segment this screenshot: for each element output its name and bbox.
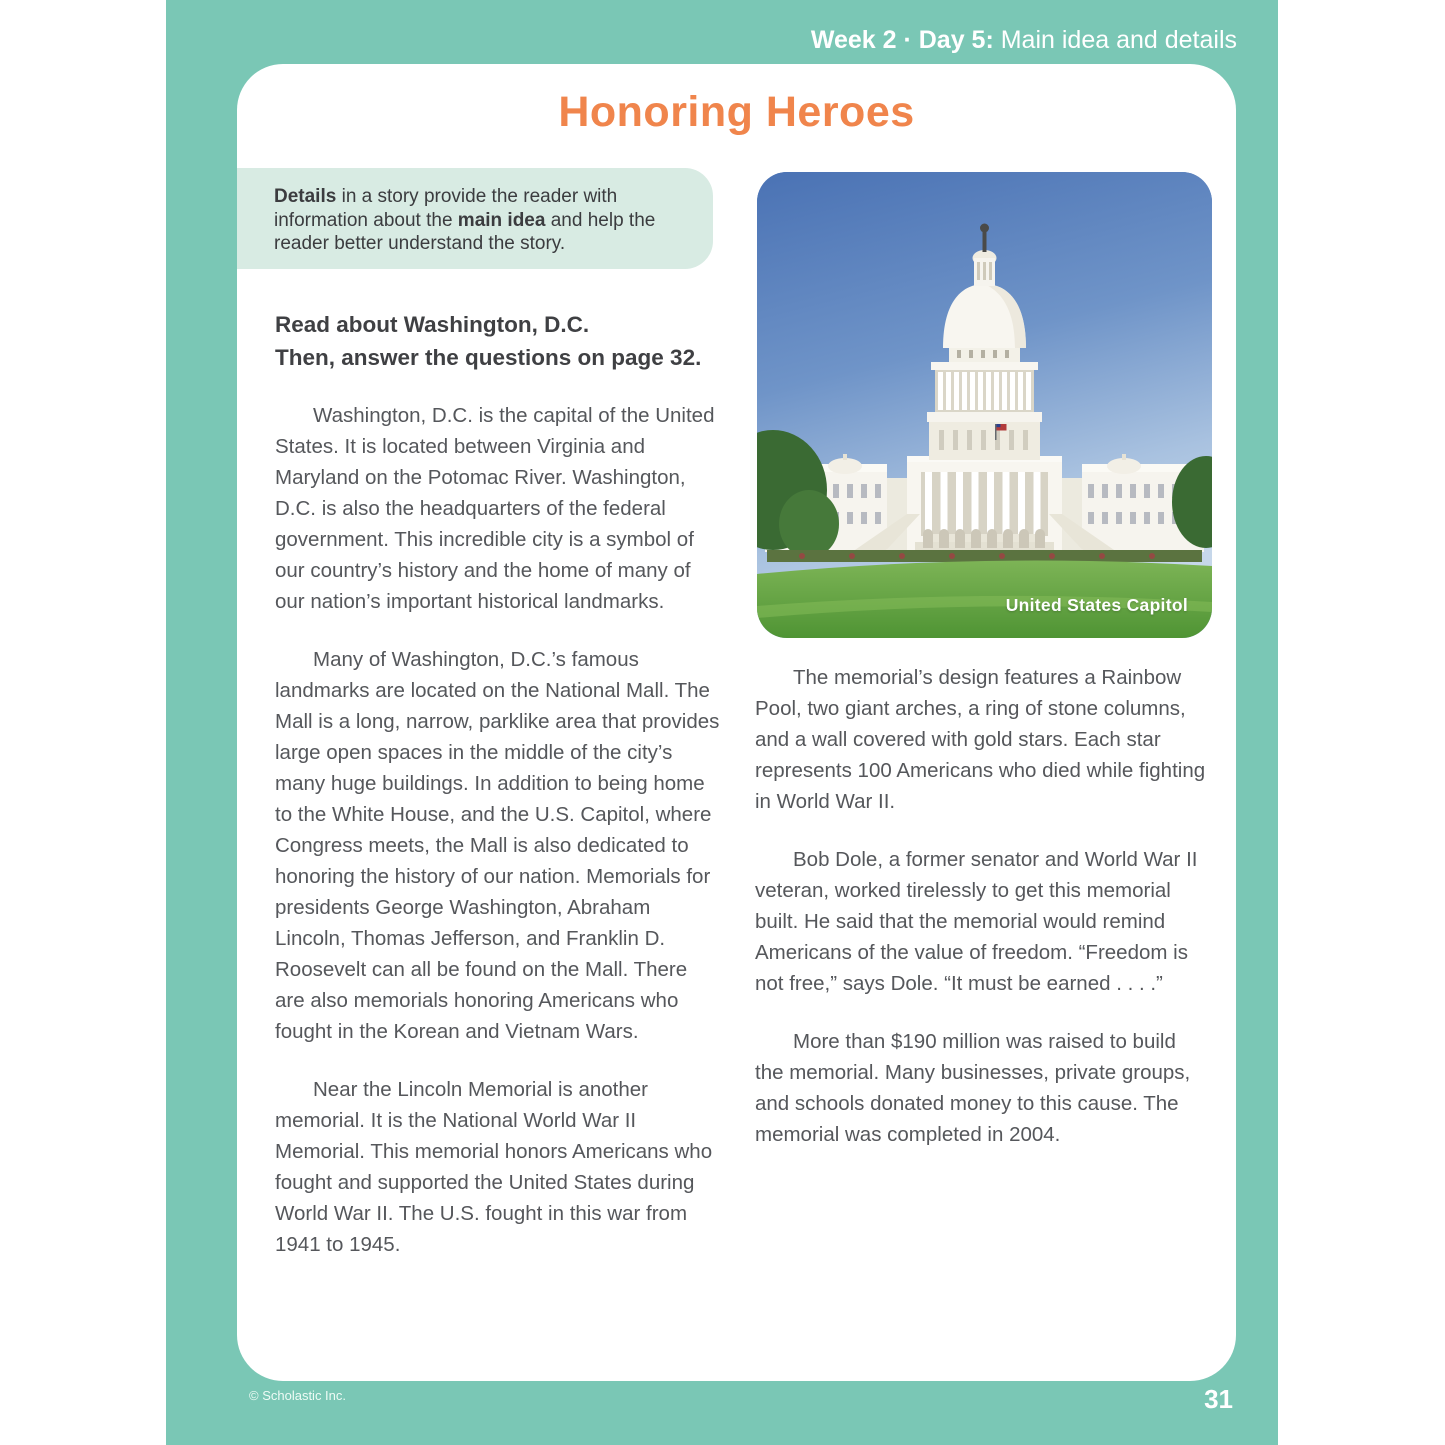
page-number: 31 (1204, 1384, 1233, 1414)
callout-term-details: Details (274, 186, 337, 207)
header-week-day-label: Week 2 · Day 5: (810, 26, 994, 54)
instructions-line-1: Read about Washington, D.C. (275, 312, 590, 337)
paragraph: Washington, D.C. is the capital of the United States. It is located between Virginia and Maryland on the Potomac River. Washington, D.C. is also the headquarters of the federal government. This incredible city is a symbol of our country’s history and the home of many of our nation’s important historical landmarks. (275, 404, 715, 613)
paragraph: The memorial’s design features a Rainbow Pool, two giant arches, a ring of stone columns, and a wall covered with gold stars. Each star represents 100 Americans who died while fighting in World War II. (755, 666, 1206, 813)
paragraph: Near the Lincoln Memorial is another memorial. It is the National World War II Memorial. This memorial honors Americans who fought and supported the United States during World War II. The U.S. fought in this war from 1941 to 1945. (275, 1078, 713, 1256)
capitol-illustration (757, 172, 1212, 638)
paragraph: More than $190 million was raised to build the memorial. Many businesses, private groups, and schools donated money to this cause. The memorial was completed in 2004. (755, 1030, 1191, 1146)
copyright-text: © Scholastic Inc. (249, 1388, 347, 1403)
callout-term-main-idea: main idea (457, 209, 546, 231)
photo-caption: United States Capitol (1005, 595, 1188, 615)
page-title: Honoring Heroes (558, 88, 915, 136)
instructions-heading (275, 308, 721, 374)
details-callout (237, 168, 713, 269)
header-skill-label: Main idea and details (993, 26, 1237, 54)
instructions-line-2: Then, answer the questions on page 32. (275, 345, 702, 370)
hedge (767, 550, 1202, 562)
callout-text-b: and help the reader better understand the story. (274, 209, 656, 254)
paragraph: Many of Washington, D.C.’s famous landmarks are located on the National Mall. The Mall is a long, narrow, parklike area that provides large open spaces in the middle of the city’s many huge buildings. In addition to being home to the White House, and the U.S. Capitol, where Congress meets, the Mall is also dedicated to honoring the history of our nation. Memorials for presidents George Washington, Abraham Lincoln, Thomas Jefferson, and Franklin D. Roosevelt can all be found on the Mall. There are also memorials honoring Americans who fought in the Korean and Vietnam Wars. (275, 648, 720, 1043)
paragraph: Bob Dole, a former senator and World War II veteran, worked tirelessly to get this memorial built. He said that the memorial would remind Americans of the value of freedom. “Freedom is not free,” says Dole. “It must be earned . . . .” (755, 848, 1198, 995)
page-header (811, 26, 1237, 55)
article-right-column (755, 662, 1207, 1177)
article-left-column (275, 308, 721, 1287)
callout-text-a: in a story provide the reader with information about the (274, 186, 618, 231)
capitol-photo (757, 172, 1212, 638)
